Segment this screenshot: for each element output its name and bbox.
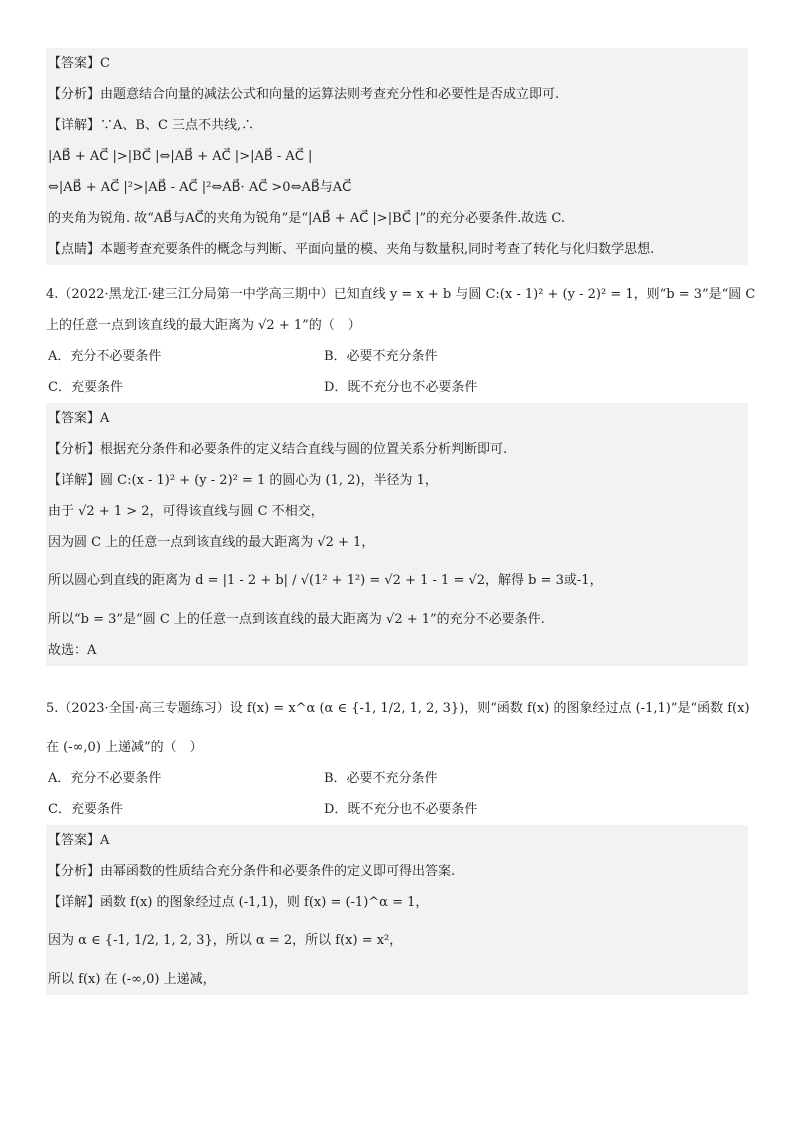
option-c: C．充要条件 (48, 380, 123, 395)
analysis-line: 【分析】由题意结合向量的减法公式和向量的运算法则考查充分性和必要性是否成立即可. (48, 87, 560, 102)
answer-line: 【答案】A (48, 833, 110, 848)
solution-block-5 (46, 825, 748, 995)
question-5 (46, 686, 748, 825)
option-c: C．充要条件 (48, 802, 123, 817)
detail-line: 的夹角为锐角. 故“AB⃗与AC⃗的夹角为锐角”是“|AB⃗ + AC⃗ |>|BC⃗ |”的充分必要条件.故选 C. (48, 211, 565, 226)
spacer (46, 265, 748, 279)
detail-line: 由于 √2 + 1 > 2，可得该直线与圆 C 不相交， (48, 504, 324, 519)
option-d: D．既不充分也不必要条件 (324, 802, 478, 817)
answer-line: 【答案】A (48, 411, 110, 426)
option-b: B．必要不充分条件 (324, 349, 438, 364)
detail-line: 因为 α ∈ {-1, 1/2, 1, 2, 3}，所以 α = 2，所以 f(x) = x²， (48, 933, 403, 948)
solution-block-4 (46, 403, 748, 666)
question-stem: 4.（2022·黑龙江·建三江分局第一中学高三期中）已知直线 y = x + b 与圆 C:(x - 1)² + (y - 2)² = 1，则“b = 3”是“圆 C (46, 287, 756, 302)
detail-line: 【详解】函数 f(x) 的图象经过点 (-1,1)，则 f(x) = (-1)^α = 1， (48, 895, 429, 910)
option-d: D．既不充分也不必要条件 (324, 380, 478, 395)
option-a: A．充分不必要条件 (48, 771, 162, 786)
options-row (46, 341, 748, 372)
option-a: A．充分不必要条件 (48, 349, 162, 364)
detail-line: 【详解】∵A、B、C 三点不共线,∴ (48, 118, 255, 133)
spacer (46, 666, 748, 686)
answer-line: 【答案】C (48, 56, 110, 71)
detail-line: 所以 f(x) 在 (-∞,0) 上递减， (48, 972, 216, 987)
choose-line: 故选：A (48, 643, 97, 658)
detail-line: ⇔|AB⃗ + AC⃗ |²>|AB⃗ - AC⃗ |²⇔AB⃗· AC⃗ >0⇔AB⃗与AC⃗ (48, 180, 352, 195)
comment-line: 【点睛】本题考查充要条件的概念与判断、平面向量的模、夹角与数量积,同时考查了转化与化归数学思想. (48, 242, 655, 257)
option-b: B．必要不充分条件 (324, 771, 438, 786)
question-stem: 5.（2023·全国·高三专题练习）设 f(x) = x^α (α ∈ {-1, 1/2, 1, 2, 3})，则“函数 f(x) 的图象经过点 (-1,1)”是“函数 f(x) (46, 701, 750, 716)
detail-line: 所以圆心到直线的距离为 d = |1 - 2 + b| / √(1² + 1²) = √2 + 1 - 1 = √2，解得 b = 3或-1， (48, 573, 603, 588)
question-stem: 上的任意一点到该直线的最大距离为 √2 + 1”的（ ） (46, 318, 361, 333)
question-stem: 在 (-∞,0) 上递减”的（ ） (46, 740, 203, 755)
options-row (46, 372, 748, 403)
analysis-line: 【分析】由幂函数的性质结合充分条件和必要条件的定义即可得出答案. (48, 864, 456, 879)
analysis-line: 【分析】根据充分条件和必要条件的定义结合直线与圆的位置关系分析判断即可. (48, 442, 508, 457)
options-row (46, 763, 748, 794)
detail-line: 所以“b = 3”是“圆 C 上的任意一点到该直线的最大距离为 √2 + 1”的充分不必要条件. (48, 612, 545, 627)
solution-block-3 (46, 48, 748, 265)
detail-line: 因为圆 C 上的任意一点到该直线的最大距离为 √2 + 1， (48, 535, 375, 550)
document-page (46, 48, 756, 995)
detail-line: |AB⃗ + AC⃗ |>|BC⃗ |⇔|AB⃗ + AC⃗ |>|AB⃗ - AC⃗ | (48, 149, 313, 164)
question-4 (46, 279, 756, 403)
detail-line: 【详解】圆 C:(x - 1)² + (y - 2)² = 1 的圆心为 (1, 2)，半径为 1， (48, 473, 438, 488)
options-row (46, 794, 748, 825)
